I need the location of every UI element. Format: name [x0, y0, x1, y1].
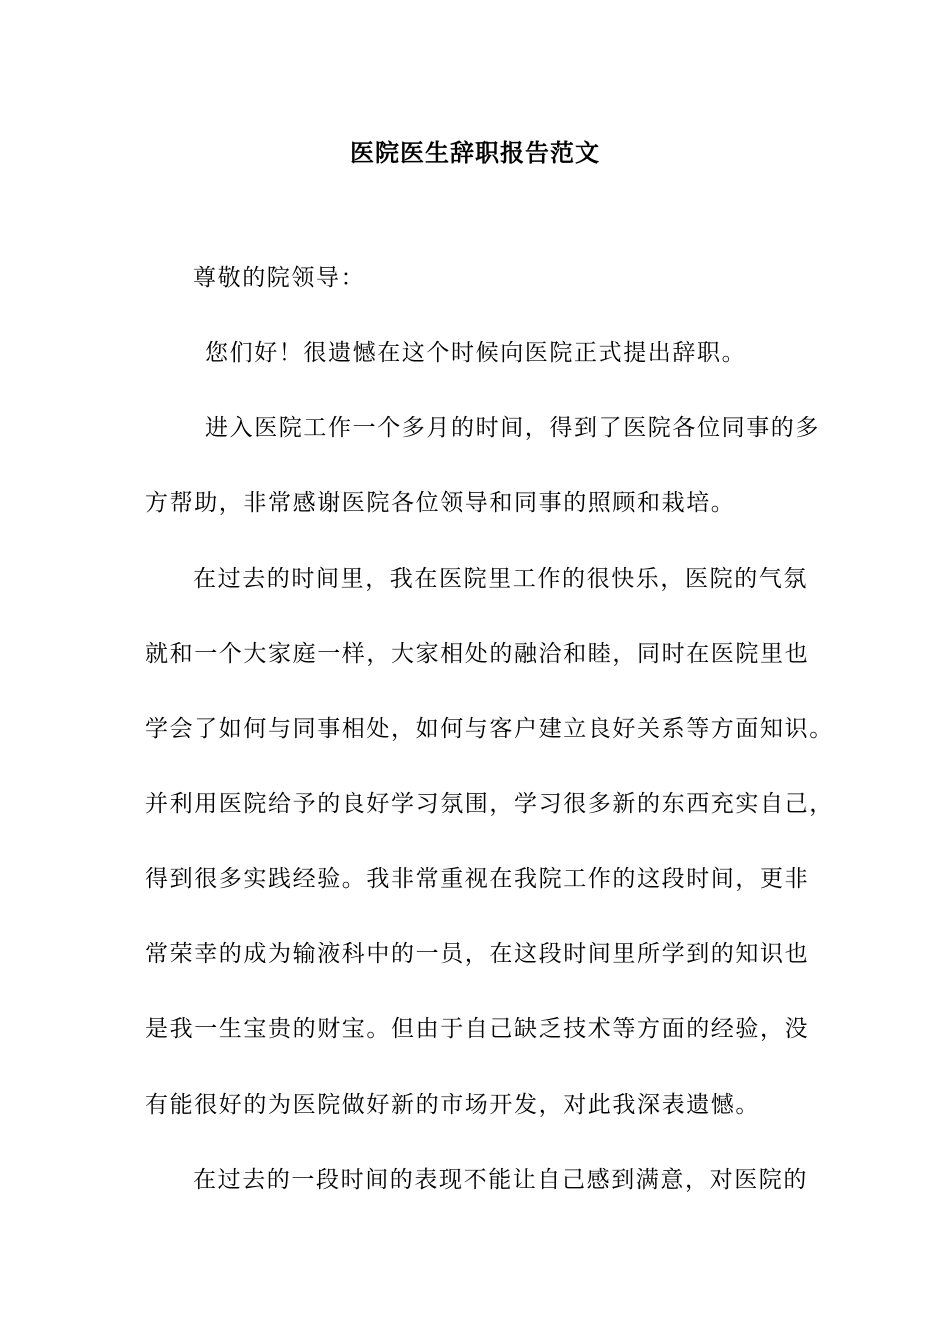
- salutation-line: 尊敬的院领导：: [193, 265, 366, 291]
- paragraph-line: 有能很好的为医院做好新的市场开发，对此我深表遗憾。: [145, 1092, 760, 1118]
- paragraph-line: 在过去的时间里，我在医院里工作的很快乐，医院的气氛: [193, 566, 808, 592]
- paragraph-line: 并利用医院给予的良好学习氛围，学习很多新的东西充实自己，: [145, 791, 834, 817]
- paragraph-line: 是我一生宝贵的财宝。但由于自己缺乏技术等方面的经验，没: [145, 1016, 810, 1042]
- paragraph-line: 就和一个大家庭一样，大家相处的融洽和睦，同时在医院里也: [145, 641, 810, 667]
- paragraph-line: 常荣幸的成为输液科中的一员，在这段时间里所学到的知识也: [145, 941, 810, 967]
- paragraph-line: 方帮助，非常感谢医院各位领导和同事的照顾和栽培。: [145, 490, 736, 516]
- paragraph-line: 进入医院工作一个多月的时间，得到了医院各位同事的多: [205, 415, 820, 441]
- paragraph-line: 在过去的一段时间的表现不能让自己感到满意，对医院的: [193, 1167, 808, 1193]
- paragraph-line: 您们好！很遗憾在这个时候向医院正式提出辞职。: [205, 340, 747, 366]
- paragraph-line: 得到很多实践经验。我非常重视在我院工作的这段时间，更非: [145, 866, 810, 892]
- paragraph-line: 学会了如何与同事相处，如何与客户建立良好关系等方面知识。: [145, 716, 834, 742]
- document-title: 医院医生辞职报告范文: [350, 138, 600, 167]
